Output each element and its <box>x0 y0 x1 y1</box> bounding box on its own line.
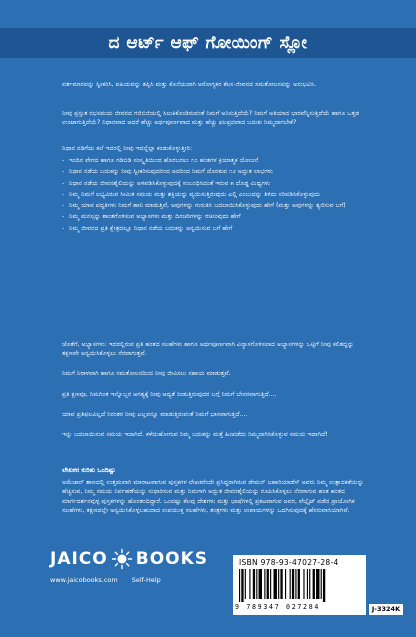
barcode-bar <box>253 569 255 599</box>
barcode-bar <box>278 569 279 599</box>
barcode-bar <box>280 569 282 599</box>
list-lead-in: ನಿಧಾನ ನಡಿಗೆಯ ಕಲೆ ಇದರಲ್ಲಿ ನೀವು ಇದನ್ನೆಲ್ಲಾ ಕಂಡುಕೊಳ್ಳುತ್ತೀರಿ: <box>62 145 193 152</box>
isbn-label: ISBN 978-93-47027-28-4 <box>239 558 339 567</box>
barcode-bar <box>239 569 240 602</box>
publisher-name-left: JAICO <box>50 549 108 569</box>
barcode-bar <box>256 569 257 599</box>
barcode-bar <box>292 569 294 599</box>
barcode-panel <box>233 555 366 615</box>
book-category: Self-Help <box>131 576 161 584</box>
barcode-bar <box>313 569 315 599</box>
barcode-bar <box>309 569 310 599</box>
benefits-list <box>62 156 368 235</box>
barcode-bar <box>323 569 325 602</box>
publisher-info <box>50 576 250 584</box>
list-item: - ನಿಧಾನ ನಡೆಯ ಬದುಕನ್ನು ನೀವು ಸ್ವೀಕರಿಸುವುದರಿಂದ ಅದರಿಂದ ನಿಮಗೆ ದೊರಕುವ ೧೨ ಅದ್ಭುತ ಲಾಭಗಳು <box>62 167 368 176</box>
barcode-bar <box>295 569 296 599</box>
list-item: - ನಿಧಾನ ನಡೆಯ ಜೀವನಶೈಲಿಯನ್ನು ಅಳವಡಿಸಿಕೊಳ್ಳುವುದಕ್ಕೆ ಸಂಬಂಧಿಸಿದಂತೆ ಇರುವ ೫ ದೊಡ್ಡ ಮಿಥ್ಯಗಳು <box>62 179 368 188</box>
cover-code: J-3324K <box>369 604 403 615</box>
list-item: - ನಿಮ್ಮ ನಿಮಗೆ ಲಭ್ಯವಿರುವ ಸೀಮಿತ ಸಮಯ ಮತ್ತು ಶಕ್ತಿಯನ್ನು ವ್ಯಯಿಸುತ್ತಿರುವುದು ಎಲ್ಲಿ ಎಂಬುದನ್ನು ತಿಳಿದು ಸರಿಪಡಿಸಿಕೊಳ್ಳುವುದು <box>62 190 368 199</box>
barcode-bar <box>307 569 308 599</box>
barcode-bar <box>298 569 300 599</box>
priority-paragraph: ಪ್ರತಿ ಕ್ಷಣವೂ, ನಿಮಗಿಂತ ಇನ್ನೊಬ್ಬರ ಅಗತ್ಯಕ್ಕೆ ನೀವು ಆದ್ಯತೆ ನೀಡುತ್ತಿರುವುದರ ಬಗ್ಗೆ ನಿಮಗೆ ಬೇಸರವಾಗುತ್ತಿದೆ.... <box>62 391 277 398</box>
barcode-bar <box>241 569 243 602</box>
barcode-bar <box>303 569 304 599</box>
barcode-bar <box>321 569 322 599</box>
list-item: - ನಿಮ್ಮ ಯಾವ ಪದ್ಧತಿಗಳು ನಿಮಗೆ ಹಾನಿ ಮಾಡುತ್ತಿವೆ, ಅವುಗಳನ್ನು ಗುರುತಿಸಿ ಬದಲಾಯಿಸಿಕೊಳ್ಳುವುದು ಹೇಗೆ (ಮತ್ತು ಅವುಗಳನ್ನು ತ್ಯಜಿಸುವ ಬಗೆ) <box>62 201 368 210</box>
intro-paragraph: ವರ್ತಮಾನವನ್ನು ಸ್ವೀಕರಿಸಿ, ಐಹಿಯವನ್ನು ತಪ್ಪಿಸಿ ಮತ್ತು ಕೊನೆಯದಾಗಿ ಆರೋಗ್ಯಕರ ಕೆಲಸ-ಜೀವನದ ಸಮತೋಲನವನ್ನು ಅನುಭವಿಸಿ. <box>62 81 317 88</box>
author-bio: ಅಮೆಜಾನ್ ತಾಣದಲ್ಲಿ ಉತ್ತಮವಾಗಿ ಮಾರಾಟವಾಗುವ ಪುಸ್ತಕಗಳ ಲೇಖಕರೆಂದೇ ಪ್ರಸಿದ್ಧರಾಗಿರುವ ಡೇಮನ್ ಜಹಾರಿಯಾಡೆಸ್ ಅವರು ನಿಮ್ಮ ಉತ್ಪಾದಕತೆಯನ್ನು ಹೆಚ್ಚಿಸುವ, ನಿಮ್ಮ ಸಮಯ ನಿರ್ವಹಣೆಯನ್ನು ಸುಧಾರಿಸುವ ಮತ್ತು ನಿಮಗಾಗಿ ಅದ್ಭುತ ಜೀವನಶೈಲಿಯನ್ನು ರೂಪಿಸಿಕೊಳ್ಳಲು ನೆರವಾಗುವ ಹಂತ ಹಂತದ ಮಾರ್ಗದರ್ಶನವುಳ್ಳ ಪುಸ್ತಕಗಳನ್ನು ಹೊರತಂದಿದ್ದಾರೆ. ಒಂದಷ್ಟು ಕೆಲವು ದೇಶಗಳು ಮತ್ತು ಭಾಷೆಗಳಲ್ಲಿ ಪ್ರಕಟವಾಗುವ ಅವರ, ವೆಬ್ಸೈಟ್ ಪಡೆದ ಪ್ರಾಯೋಗಿಕ ಸಲಹೆಗಳು, ತಕ್ಷಣದಲ್ಲೇ ಅನ್ವಯಿಸಿಕೊಳ್ಳಬಹುದಾದ ಉಪಯುಕ್ತ ಸಲಹೆಗಳು, ತಂತ್ರಗಳು ಮತ್ತು ಉಪಾಯಗಳನ್ನು ಒದಗಿಸುವುದಕ್ಕೆ ಹೆಸರುವಾಸಿಯಾಗಿವೆ. <box>62 479 364 514</box>
publisher-website: www.jaicobooks.com <box>50 576 118 584</box>
barcode-bar <box>259 569 262 599</box>
question-paragraph: ನೀವು ಪ್ರಸ್ತುತ ರಭಸಮಯ ಜೀವನದ ಗಜಿಬಿಜಿಯಲ್ಲಿ ಸಿಲುಕಿಕೊಂಡಿರುವಂತೆ ನಿಮಗೆ ಅನಿಸುತ್ತಿದೆಯೆ? ನಿಮಗೆ ಅತಿಯಾದ ಭಾರವೆನ್ನಿಸುತ್ತಿದೆಯೆ ಹಾಗೂ ಒತ್ತಡ ಉಂಟಾಗುತ್ತಿದೆಯೆ? ನಿಧಾನವಾದ ಆದರೆ ಹೆಚ್ಚು ಅರ್ಥಪೂರ್ಣವಾದ ಮತ್ತು ಹೆಚ್ಚು ಫಲಪ್ರದವಾದ ಬದುಕು ನಿಮ್ಮದಾಗಬೇಕೆ? <box>62 110 360 127</box>
barcode-bar <box>245 569 246 599</box>
publisher-name-right: BOOKS <box>135 549 209 569</box>
barcode-bar <box>249 569 250 599</box>
balance-paragraph: ನಿಮಗೆ ನಿರಾಳವಾಗಿ ಹಾಗೂ ಸಮತೋಲನದಿಂದ ನೀವು ಜೀವಿಸಲು ಸಹಾಯ ಮಾಡುತ್ತವೆ. <box>62 370 231 377</box>
list-item: - ನಿಮ್ಮ ಜೀವನದ ಪ್ರತಿ ಕ್ಷೇತ್ರದಲ್ಲೂ ನಿಧಾನ ನಡೆಯ ಬದುಕನ್ನು ಅನ್ವಯಿಸುವ ಬಗೆ ಹೇಗೆ <box>62 224 368 233</box>
barcode-bar <box>274 569 277 599</box>
book-title: ದ ಆರ್ಟ್ ಆಫ್ ಗೋಯಿಂಗ್ ಸ್ಲೋ <box>108 33 308 53</box>
barcode-icon <box>239 569 360 602</box>
barcode-bar <box>290 569 291 599</box>
list-item: - ಇಂದಿನ ವೇಗದ ಹಾಗೂ ಗಡಿಬಿಡಿ ಸಂಸ್ಕೃತಿಯಿಂದ ಹೊರಬರಲು ೧೦ ಹಂತಗಳ ಕ್ರಿಯಾತ್ಮಕ ಯೋಜನೆ <box>62 156 368 165</box>
reward-paragraph: ಯಾವ ಪ್ರತಿಫಲವಿಲ್ಲದೆ ನಿರಂತರ ನೀವು ಎಲ್ಲವನ್ನೂ ಮಾಡುತ್ತಿರುವಂತೆ ನಿಮಗೆ ಭಾಸವಾಗುತ್ತಿದೆ.... <box>62 411 248 418</box>
publisher-logo <box>50 548 250 570</box>
call-to-action-paragraph: ಇನ್ನು ಬದಲಾಯಿಸುವ ಸಮಯ ಇದಾಗಿದೆ. ಕಳೆದುಹೋಗುವ ನಿಮ್ಮ ಬದುಕನ್ನು ಮತ್ತೆ ಹಿಂಪಡೆದು ನಿಮ್ಮದಾಗಿಸಿಕೊಳ್ಳುವ ಸಮಯ ಇದಾಗಿದೆ! <box>62 431 328 438</box>
barcode-bar <box>285 569 286 599</box>
ean-digits: 9 789347 027284 <box>235 603 321 611</box>
author-heading: ಲೇಖಕರ ಕುರಿತು ಒಂದಿಷ್ಟು <box>62 466 116 474</box>
barcode-bar <box>267 569 269 599</box>
sun-logo-icon <box>111 548 133 570</box>
barcode-bar <box>264 569 265 599</box>
list-item: - ನಿಮ್ಮ ಮನಸ್ಸನ್ನು ಶಾಂತಗೊಳಿಸುವ ಅಭ್ಯಾಸಗಳು ಮತ್ತು ದಿನಚರಿಗಳನ್ನು ರಚಿಸುವುದು ಹೇಗೆ <box>62 212 368 221</box>
barcode-bar <box>316 569 319 599</box>
publisher-block <box>50 548 250 584</box>
exercises-paragraph: ಜೊತೆಗೆ, ಅಭ್ಯಾಸಗಳು: ಇದರಲ್ಲಿರುವ ಪ್ರತಿ ಹಂತದ ಸಲಹೆಗಳು ಹಾಗೂ ಅರ್ಥಪೂರ್ಣವಾಗಿ ವಿನ್ಯಾಸಗೊಳಿಸಲಾದ ಅಭ್ಯಾಸಗಳನ್ನು ಒಟ್ಟಿಗೆ ನೀವು ಕಲಿತದ್ದನ್ನು ತಕ್ಷಣವೇ ಅನ್ವಯಿಸಿಕೊಳ್ಳಲು ನೆರವಾಗುತ್ತವೆ. <box>62 341 354 358</box>
barcode-bar <box>270 569 271 599</box>
